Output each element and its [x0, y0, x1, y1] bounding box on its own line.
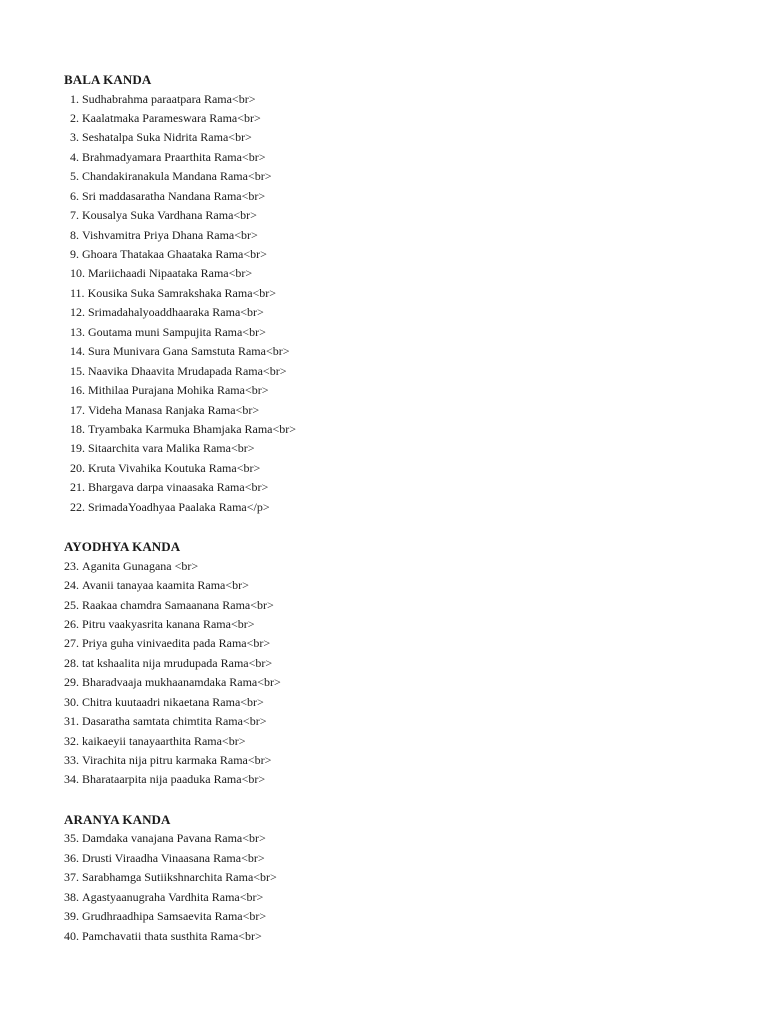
item-text: Srimadahalyoaddhaaraka Rama<br>: [88, 305, 264, 320]
item-text: Aganita Gunagana <br>: [82, 558, 199, 573]
item-number: 1.: [70, 91, 79, 106]
item-number: 9.: [70, 247, 79, 261]
section-bala-kanda: [64, 70, 744, 517]
item-text: Kaalatmaka Parameswara Rama<br>: [82, 110, 261, 125]
item-text: Sudhabrahma paraatpara Rama<br>: [82, 91, 256, 106]
item-number: 4.: [70, 149, 79, 164]
item-text: kaikaeyii tanayaarthita Rama<br>: [82, 733, 246, 748]
list-item: [64, 245, 744, 264]
item-number: 13.: [70, 324, 85, 339]
item-text: Avanii tanayaa kaamita Rama<br>: [82, 578, 249, 593]
item-number: 31.: [64, 714, 79, 729]
document-page: [64, 70, 744, 946]
item-number: 20.: [70, 460, 85, 475]
list-item: [64, 187, 744, 206]
item-text: Sri maddasaratha Nandana Rama<br>: [82, 188, 266, 203]
list-item: [64, 439, 744, 458]
item-number: 27.: [64, 636, 79, 651]
item-text: Dasaratha samtata chimtita Rama<br>: [82, 714, 267, 729]
item-number: 3.: [70, 130, 79, 145]
item-number: 14.: [70, 344, 85, 359]
item-number: 16.: [70, 383, 85, 398]
list-item: [64, 596, 744, 615]
list-item: [64, 303, 744, 322]
list-item: [64, 712, 744, 731]
item-text: Pitru vaakyasrita kanana Rama<br>: [82, 616, 255, 631]
item-number: 10.: [70, 266, 85, 281]
list-item: [64, 829, 744, 848]
list-item: [64, 264, 744, 283]
section-aranya-kanda: [64, 810, 744, 946]
list-item: [64, 128, 744, 147]
item-number: 7.: [70, 208, 79, 223]
list-item: [64, 167, 744, 186]
item-number: 26.: [64, 616, 79, 631]
section-heading: ARANYA KANDA: [64, 811, 171, 827]
item-number: 30.: [64, 694, 79, 709]
list-item: [64, 109, 744, 128]
item-text: Ghoara Thatakaa Ghaataka Rama<br>: [82, 247, 267, 261]
item-text: Goutama muni Sampujita Rama<br>: [88, 324, 266, 339]
list-item: [64, 732, 744, 751]
item-text: Kruta Vivahika Koutuka Rama<br>: [88, 460, 261, 475]
item-text: Tryambaka Karmuka Bhamjaka Rama<br>: [88, 421, 297, 436]
item-text: Seshatalpa Suka Nidrita Rama<br>: [82, 130, 252, 145]
item-text: Naavika Dhaavita Mrudapada Rama<br>: [88, 363, 287, 378]
item-number: 29.: [64, 675, 79, 690]
item-text: Bhargava darpa vinaasaka Rama<br>: [88, 480, 269, 495]
list-item: [64, 90, 744, 109]
item-number: 39.: [64, 909, 79, 924]
item-number: 8.: [70, 227, 79, 242]
item-number: 12.: [70, 305, 85, 320]
list-item: [64, 478, 744, 497]
section-heading: AYODHYA KANDA: [64, 539, 181, 555]
item-text: Bharataarpita nija paaduka Rama<br>: [82, 772, 266, 787]
list-item: [64, 634, 744, 653]
list-item: [64, 770, 744, 789]
list-item: [64, 927, 744, 946]
name-list: [64, 829, 744, 946]
list-item: [64, 615, 744, 634]
item-number: 18.: [70, 421, 85, 436]
item-text: SrimadaYoadhyaa Paalaka Rama</p>: [88, 499, 270, 514]
item-number: 11.: [70, 285, 85, 300]
list-item: [64, 888, 744, 907]
item-text: Sarabhamga Sutiikshnarchita Rama<br>: [82, 870, 277, 885]
item-number: 24.: [64, 578, 79, 593]
item-text: Mithilaa Purajana Mohika Rama<br>: [88, 383, 269, 398]
list-item: [64, 751, 744, 770]
item-number: 2.: [70, 110, 79, 125]
name-list: [64, 90, 744, 518]
item-text: Raakaa chamdra Samaanana Rama<br>: [82, 597, 274, 612]
item-number: 34.: [64, 772, 79, 787]
item-text: Videha Manasa Ranjaka Rama<br>: [88, 402, 260, 417]
item-text: Sitaarchita vara Malika Rama<br>: [88, 441, 255, 456]
item-number: 40.: [64, 928, 79, 943]
list-item: [64, 654, 744, 673]
item-number: 38.: [64, 889, 79, 904]
item-number: 25.: [64, 597, 79, 612]
item-number: 19.: [70, 441, 85, 456]
item-text: Damdaka vanajana Pavana Rama<br>: [82, 831, 266, 846]
list-item: [64, 381, 744, 400]
item-text: Vishvamitra Priya Dhana Rama<br>: [82, 227, 258, 242]
list-item: [64, 576, 744, 595]
item-number: 35.: [64, 831, 79, 846]
list-item: [64, 693, 744, 712]
item-text: Chitra kuutaadri nikaetana Rama<br>: [82, 694, 264, 709]
list-item: [64, 226, 744, 245]
item-text: Grudhraadhipa Samsaevita Rama<br>: [82, 909, 267, 924]
list-item: [64, 459, 744, 478]
item-number: 17.: [70, 402, 85, 417]
item-text: Sura Munivara Gana Samstuta Rama<br>: [88, 344, 290, 359]
section-ayodhya-kanda: [64, 537, 744, 790]
item-number: 15.: [70, 363, 85, 378]
list-item: [64, 148, 744, 167]
item-text: Pamchavatii thata susthita Rama<br>: [82, 928, 262, 943]
item-text: Priya guha vinivaedita pada Rama<br>: [82, 636, 271, 651]
item-number: 36.: [64, 850, 79, 865]
list-item: [64, 342, 744, 361]
item-text: tat kshaalita nija mrudupada Rama<br>: [82, 655, 273, 670]
list-item: [64, 284, 744, 303]
list-item: [64, 362, 744, 381]
list-item: [64, 849, 744, 868]
item-text: Mariichaadi Nipaataka Rama<br>: [88, 266, 253, 281]
item-text: Brahmadyamara Praarthita Rama<br>: [82, 149, 266, 164]
list-item: [64, 498, 744, 517]
name-list: [64, 557, 744, 790]
list-item: [64, 206, 744, 225]
item-text: Chandakiranakula Mandana Rama<br>: [82, 169, 272, 184]
list-item: [64, 907, 744, 926]
item-number: 21.: [70, 480, 85, 495]
item-number: 6.: [70, 188, 79, 203]
item-text: Bharadvaaja mukhaanamdaka Rama<br>: [82, 675, 281, 690]
item-number: 23.: [64, 558, 79, 573]
list-item: [64, 323, 744, 342]
item-number: 28.: [64, 655, 79, 670]
item-text: Kousalya Suka Vardhana Rama<br>: [82, 208, 257, 223]
list-item: [64, 557, 744, 576]
section-heading: BALA KANDA: [64, 72, 152, 87]
list-item: [64, 673, 744, 692]
list-item: [64, 401, 744, 420]
item-text: Kousika Suka Samrakshaka Rama<br>: [87, 285, 277, 300]
item-text: Virachita nija pitru karmaka Rama<br>: [82, 753, 272, 767]
item-number: 22.: [70, 499, 85, 514]
item-text: Agastyaanugraha Vardhita Rama<br>: [82, 889, 264, 904]
item-number: 33.: [64, 753, 79, 767]
item-text: Drusti Viraadha Vinaasana Rama<br>: [82, 850, 265, 865]
list-item: [64, 868, 744, 887]
item-number: 5.: [70, 169, 79, 184]
list-item: [64, 420, 744, 439]
item-number: 37.: [64, 870, 79, 885]
item-number: 32.: [64, 733, 79, 748]
